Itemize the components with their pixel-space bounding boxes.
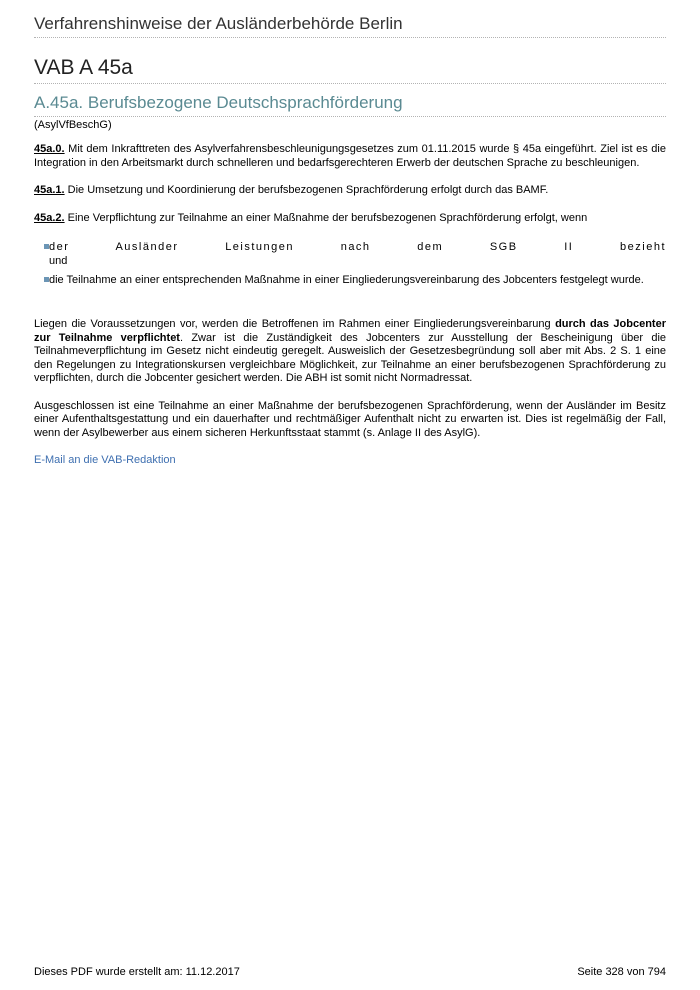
paragraph-text: Liegen die Voraussetzungen vor, werden die Betroffenen im Rahmen einer Eingliederungsvereinbarung bbox=[34, 318, 556, 330]
email-editorial-link[interactable]: E-Mail an die VAB-Redaktion bbox=[34, 454, 176, 466]
section-title: A.45a. Berufsbezogene Deutschsprachförderung bbox=[34, 93, 666, 117]
paragraph-text: Eine Verpflichtung zur Teilnahme an einer Maßnahme der berufsbezogenen Sprachförderung erfolgt, wenn bbox=[64, 211, 588, 224]
paragraph-45a-1 bbox=[34, 184, 666, 198]
site-title: Verfahrenshinweise der Ausländerbehörde Berlin bbox=[34, 14, 666, 38]
paragraph-number: 45a.2. bbox=[34, 211, 65, 224]
document-page bbox=[34, 0, 666, 990]
paragraph-number: 45a.1. bbox=[34, 184, 65, 196]
paragraph-text: Die Umsetzung und Koordinierung der berufsbezogenen Sprachförderung erfolgt durch das BAMF. bbox=[64, 184, 549, 196]
bullet-square-icon bbox=[44, 244, 49, 249]
emphasized-text: durch das Jobcenter zur Teilnahme verpflichtet bbox=[34, 318, 666, 344]
paragraph-number: 45a.0. bbox=[34, 143, 65, 155]
list-item-text: der Ausländer Leistungen nach dem SGB II bezieht bbox=[49, 241, 666, 253]
paragraph-obligation bbox=[34, 318, 666, 386]
list-item bbox=[34, 270, 666, 290]
document-title: VAB A 45a bbox=[34, 56, 666, 84]
paragraph-text: . Zwar ist die Zuständigkeit des Jobcenters zur Ausstellung der Bescheinigung über die Teilnahmeverpflichtung im Gesetz nicht eindeutig geregelt. Ausweislich der Gesetzesbegründung soll aber mit Abs. 2 S. 1 eine den Regelungen zu Integrationskursen vergleichbare Möglichkeit, zur Teilnahme an einer berufsbezogenen Sprachförderung zu verpflichten, durch die Jobcenter gesichert werden. Die ABH ist somit nicht Normadressat. bbox=[34, 331, 667, 384]
bullet-square-icon bbox=[44, 277, 49, 282]
paragraph-exclusion: Ausgeschlossen ist eine Teilnahme an einer Maßnahme der berufsbezogenen Sprachförderung, wenn der Ausländer im Besitz einer Aufenthaltsgestattung und ein dauerhafter und rechtmäßiger Aufenthalt nicht zu erwarten ist. Dies ist regelmäßig der Fall, wenn der Asylbewerber aus einem sicheren Herkunftsstaat stammt (s. Anlage II des AsylG). bbox=[34, 399, 666, 439]
list-item-text: die Teilnahme an einer entsprechenden Maßnahme in einer Eingliederungsvereinbarung des Jobcenters festgelegt wurde. bbox=[49, 274, 644, 286]
paragraph-45a-0 bbox=[34, 143, 666, 170]
paragraph-text: Mit dem Inkrafttreten des Asylverfahrensbeschleunigungsgesetzes zum 01.11.2015 wurde § 45a eingeführt. Ziel ist es die Integration in den Arbeitsmarkt durch schnelleren und bedarfsgerechteren Erwerb der deutschen Sprache zu beschleunigen. bbox=[34, 143, 666, 169]
list-item bbox=[34, 237, 666, 268]
condition-list bbox=[34, 237, 666, 290]
law-abbreviation: (AsylVfBeschG) bbox=[34, 119, 112, 131]
paragraph-45a-2 bbox=[34, 212, 666, 226]
document-body bbox=[34, 143, 666, 468]
footer-page-number: Seite 328 von 794 bbox=[577, 966, 666, 978]
footer-created-date: Dieses PDF wurde erstellt am: 11.12.2017 bbox=[34, 966, 240, 978]
list-item-connector: und bbox=[49, 255, 68, 267]
